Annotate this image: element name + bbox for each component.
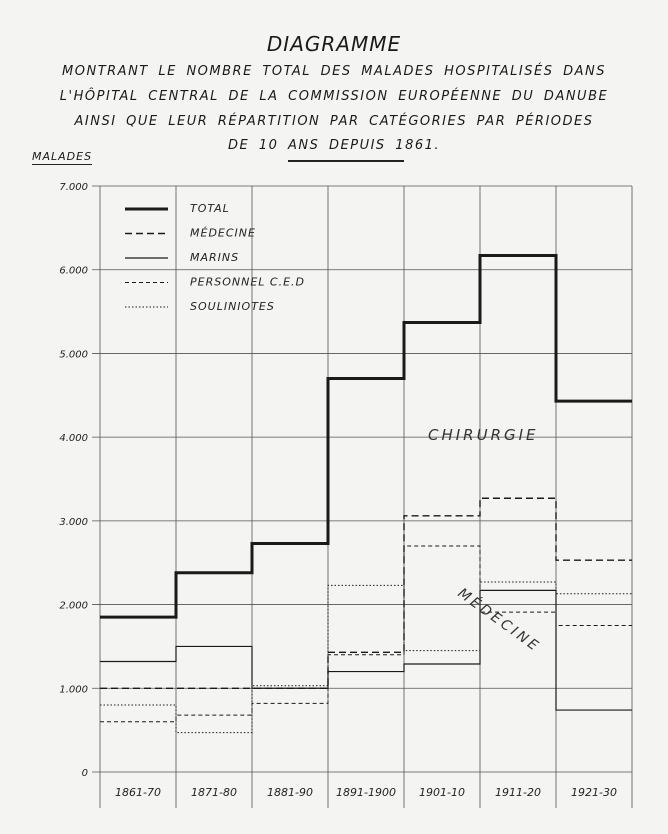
y-tick-label-6: 6.000: [59, 265, 88, 277]
series-line-0: [100, 255, 632, 617]
series-line-2: [100, 590, 632, 710]
x-tick-label-4: 1901-10: [419, 786, 465, 799]
subtitle-line-3: AINSI QUE LEUR RÉPARTITION PAR CATÉGORIES PAR PÉRIODES: [74, 114, 594, 129]
y-axis-label: MALADES: [32, 150, 93, 163]
subtitle-line-2: L'HÔPITAL CENTRAL DE LA COMMISSION EUROPÉENNE DU DANUBE: [59, 89, 609, 104]
legend-label-4: SOULINIOTES: [190, 300, 275, 313]
legend-label-0: TOTAL: [190, 202, 230, 215]
y-tick-label-3: 3.000: [59, 516, 88, 528]
x-tick-label-6: 1921-30: [571, 786, 617, 799]
x-tick-label-2: 1881-90: [267, 786, 313, 799]
y-tick-label-1: 1.000: [59, 684, 88, 696]
y-tick-label-2: 2.000: [59, 600, 88, 612]
y-tick-label-0: 0: [81, 768, 88, 779]
legend-label-2: MARINS: [190, 251, 240, 264]
subtitle-line-4: DE 10 ANS DEPUIS 1861.: [227, 138, 441, 153]
series-line-1: [100, 498, 632, 688]
y-tick-label-4: 4.000: [59, 433, 88, 445]
x-tick-label-1: 1871-80: [191, 786, 237, 799]
subtitle-line-1: MONTRANT LE NOMBRE TOTAL DES MALADES HOSPITALISÉS DANS: [62, 64, 606, 79]
legend-label-3: PERSONNEL C.E.D: [190, 275, 305, 289]
x-tick-label-3: 1891-1900: [336, 786, 396, 799]
y-tick-label-7: 7.000: [59, 182, 88, 193]
annotation-medecine: MÉDECINE: [454, 585, 544, 656]
y-tick-label-5: 5.000: [59, 349, 88, 361]
x-tick-label-5: 1911-20: [495, 786, 541, 799]
x-tick-label-0: 1861-70: [115, 786, 161, 799]
chart-title: DIAGRAMME: [266, 32, 402, 56]
legend-label-1: MÉDECINE: [190, 226, 256, 240]
annotation-chirurgie: CHIRURGIE: [428, 426, 539, 444]
